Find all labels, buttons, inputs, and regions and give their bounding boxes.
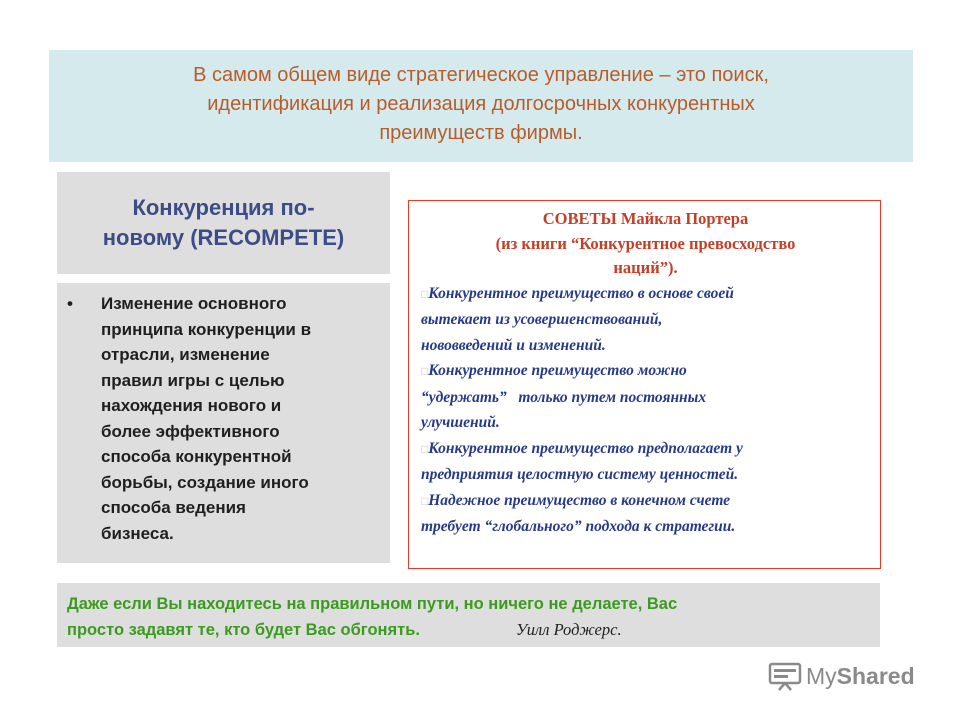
banner-line: преимуществ фирмы.	[379, 122, 583, 144]
myshared-logo[interactable]	[768, 656, 915, 696]
bullet-line: отрасли, изменение	[101, 345, 270, 364]
banner-line: идентификация и реализация долгосрочных конкурентных	[207, 93, 755, 115]
porter-title-line: наций”).	[613, 258, 678, 277]
advice-line	[421, 436, 870, 463]
quote-line: Даже если Вы находитесь на правильном пути, но ничего не делаете, Вас	[67, 595, 678, 613]
missing-glyph-icon: □	[421, 364, 429, 378]
missing-glyph-icon: □	[421, 286, 429, 301]
bullet-line: принципа конкуренции в	[101, 319, 312, 339]
presentation-board-icon	[768, 661, 802, 691]
recompete-definition-box	[57, 283, 390, 563]
advice-line: предприятия целостную систему ценностей.	[421, 466, 739, 483]
bullet-line: борьбы, создание иного	[101, 472, 309, 492]
advice-line: “удержать” только путем постоянных	[421, 388, 707, 406]
recompete-heading-box	[57, 172, 390, 274]
recompete-heading-line: новому (RECOMPETE)	[102, 225, 345, 250]
bullet-line: нахождения нового и	[101, 396, 282, 415]
bullet-marker: •	[67, 294, 73, 313]
rogers-quote-box	[57, 583, 880, 647]
quote-line-2	[67, 617, 870, 643]
advice-text: Конкурентное преимущество предполагает у	[428, 439, 743, 457]
bullet-line: способа конкурентной	[101, 447, 292, 466]
porter-advice-box	[408, 200, 881, 569]
advice-line	[421, 358, 870, 385]
bullet-line: Изменение основного	[101, 294, 287, 313]
bullet-line: более эффективного	[101, 421, 280, 441]
advice-list	[421, 281, 870, 540]
bullet-line: бизнеса.	[101, 523, 174, 543]
quote-line: просто задавят те, кто будет Вас обгонять.	[67, 621, 420, 639]
porter-title	[421, 207, 870, 281]
definition-banner	[49, 50, 913, 162]
advice-text: Конкурентное преимущество можно	[428, 362, 687, 379]
bullet-item	[67, 291, 376, 546]
advice-text: Надежное преимущество в конечном счете	[428, 491, 731, 509]
bullet-line: правил игры с целью	[101, 370, 285, 390]
advice-line: нововведений и изменений.	[421, 336, 606, 354]
quote-author: Уилл Роджерс.	[515, 620, 622, 639]
recompete-heading-line: Конкуренция по-	[132, 195, 315, 220]
advice-line: улучшений.	[421, 414, 500, 431]
missing-glyph-icon: □	[421, 441, 429, 456]
missing-glyph-icon: □	[421, 493, 429, 508]
advice-line	[421, 281, 870, 308]
advice-line: требует “глобального” подхода к стратегии.	[421, 518, 736, 535]
porter-title-line: СОВЕТЫ Майкла Портера	[542, 209, 749, 228]
advice-text: Конкурентное преимущество в основе своей	[428, 284, 734, 302]
logo-wordmark	[806, 663, 915, 690]
logo-text-light: My	[806, 662, 837, 689]
banner-line: В самом общем виде стратегическое управление – это поиск,	[193, 64, 769, 86]
advice-line: вытекает из усовершенствований,	[421, 311, 663, 328]
porter-title-line: (из книги “Конкурентное превосходство	[495, 233, 796, 253]
bullet-text	[101, 291, 376, 546]
advice-line	[421, 488, 870, 515]
bullet-line: способа ведения	[101, 498, 246, 517]
logo-text-bold: Shared	[836, 662, 915, 689]
